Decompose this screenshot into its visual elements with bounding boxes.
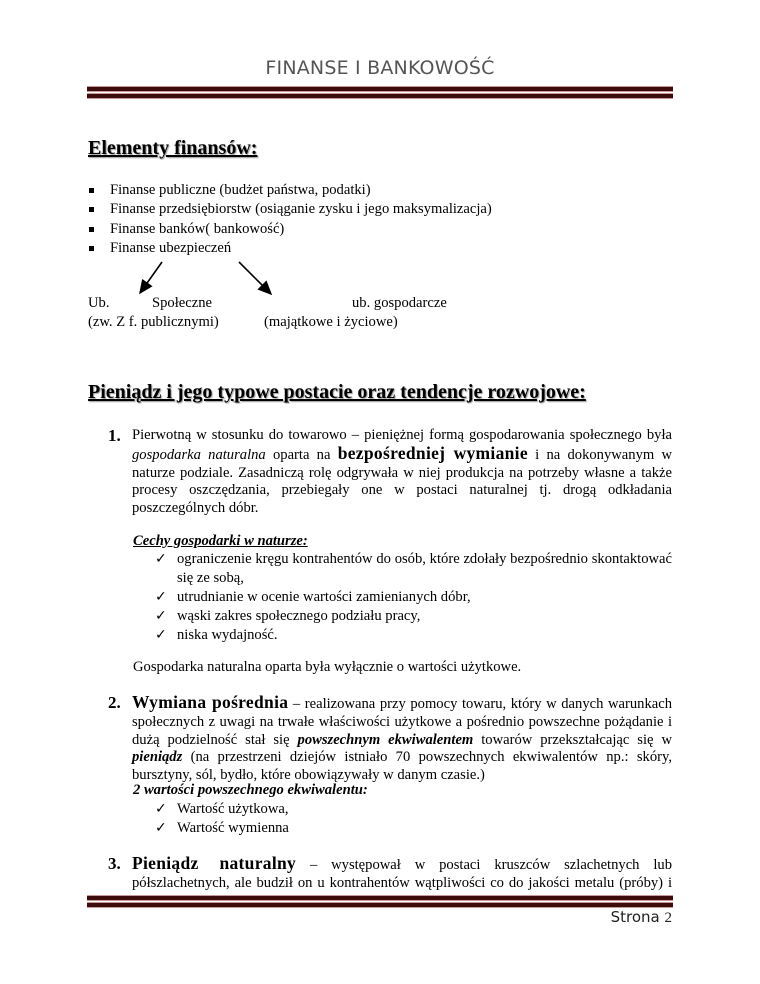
values-heading: 2 wartości powszechnego ekwiwalentu: bbox=[133, 782, 368, 798]
page-header-title: FINANSE I BANKOWOŚĆ bbox=[265, 57, 495, 79]
bold-italic-term: pieniądz bbox=[132, 749, 183, 766]
list-item: Finanse publiczne (budżet państwa, podatki) bbox=[88, 181, 492, 200]
italic-term: gospodarka naturalna bbox=[132, 446, 266, 463]
checkmark-icon: ✓ bbox=[155, 589, 167, 605]
values-list bbox=[155, 800, 672, 838]
features-heading: Cechy gospodarki w naturze: bbox=[133, 533, 308, 549]
checkmark-icon: ✓ bbox=[155, 820, 167, 836]
footer-rule-bottom bbox=[87, 903, 673, 907]
section-heading-elementy: Elementy finansów: bbox=[88, 137, 258, 159]
item-number-3: 3. bbox=[108, 854, 121, 873]
item-1-paragraph: Pierwotną w stosunku do towarowo – pieniężnej formą gospodarowania społecznego była gospodarka naturalna oparta na bezpośredniej wymianie i na dokonywanym w naturze podziale. Zasadniczą rolę odgrywała w niej produkcja na potrzeby własne a także procesy oszczędzania, przebiegały one w postaci naturalnej tj. drogą odkładania poszczególnych dóbr. bbox=[132, 427, 672, 517]
branch-right-sub: (majątkowe i życiowe) bbox=[264, 314, 398, 330]
item-number-1: 1. bbox=[108, 426, 121, 445]
item-3-paragraph: Pieniądz naturalny – występował w postaci kruszców szlachetnych lub półszlachetnych, ale budził on u kontrahentów wątpliwości co do jakości metalu (próby) i bbox=[132, 853, 672, 891]
item-2-title: Wymiana pośrednia bbox=[132, 692, 289, 712]
checkmark-icon: ✓ bbox=[155, 801, 167, 817]
list-item: ✓ Wartość użytkowa, bbox=[155, 801, 289, 817]
bold-term: bezpośredniej wymianie bbox=[337, 442, 528, 463]
footer-rule-top bbox=[87, 896, 673, 900]
list-item: ✓ niska wydajność. bbox=[155, 627, 278, 643]
list-item: Finanse przedsiębiorstw (osiąganie zysku i jego maksymalizacja) bbox=[88, 200, 492, 219]
checkmark-icon: ✓ bbox=[155, 608, 167, 624]
list-item: ✓ wąski zakres społecznego podziału pracy, bbox=[155, 608, 421, 624]
item-1-closing: Gospodarka naturalna oparta była wyłącznie o wartości użytkowe. bbox=[133, 659, 522, 675]
list-item: Finanse banków( bankowość) bbox=[88, 220, 492, 239]
item-number-2: 2. bbox=[108, 693, 121, 712]
item-2-paragraph: Wymiana pośrednia – realizowana przy pomocy towaru, który w danych warunkach społecznych z uwagi na trwałe właściwości użytkowe a pośrednio powszechne pożądanie i dużą podzielność stał się powszechnym ekwiwalentem towarów przekształcając się w pieniądz (na przestrzeni dziejów istniało 70 powszechnych ekwiwalentów np.: skóry, bursztyny, sól, bydło, które obowiązywały w danym czasie.) bbox=[132, 692, 673, 784]
page-number-footer: Strona 2 bbox=[610, 908, 672, 926]
bold-italic-term: powszechnym ekwiwalentem bbox=[297, 731, 474, 748]
branch-right-label: ub. gospodarcze bbox=[352, 295, 447, 311]
checkmark-icon: ✓ bbox=[155, 551, 167, 567]
item-3-title: Pieniądz naturalny bbox=[132, 853, 297, 873]
list-item: ✓ utrudnianie w ocenie wartości zamienianych dóbr, bbox=[155, 589, 471, 605]
list-item: Finanse ubezpieczeń bbox=[88, 239, 492, 258]
list-item: ✓ ograniczenie kręgu kontrahentów do osób, które zdołały bezpośrednio skontaktować się ze sobą, bbox=[155, 551, 672, 586]
branch-left-label-b: Społeczne bbox=[152, 295, 212, 311]
page-number: 2 bbox=[664, 910, 672, 926]
branch-left-sub: (zw. Z f. publicznymi) bbox=[88, 314, 219, 330]
list-item: ✓ Wartość wymienna bbox=[155, 820, 289, 836]
features-list bbox=[155, 550, 672, 645]
branch-left-label-a: Ub. bbox=[88, 295, 110, 311]
checkmark-icon: ✓ bbox=[155, 627, 167, 643]
section-heading-pieniadz: Pieniądz i jego typowe postacie oraz tendencje rozwojowe: bbox=[88, 381, 586, 403]
